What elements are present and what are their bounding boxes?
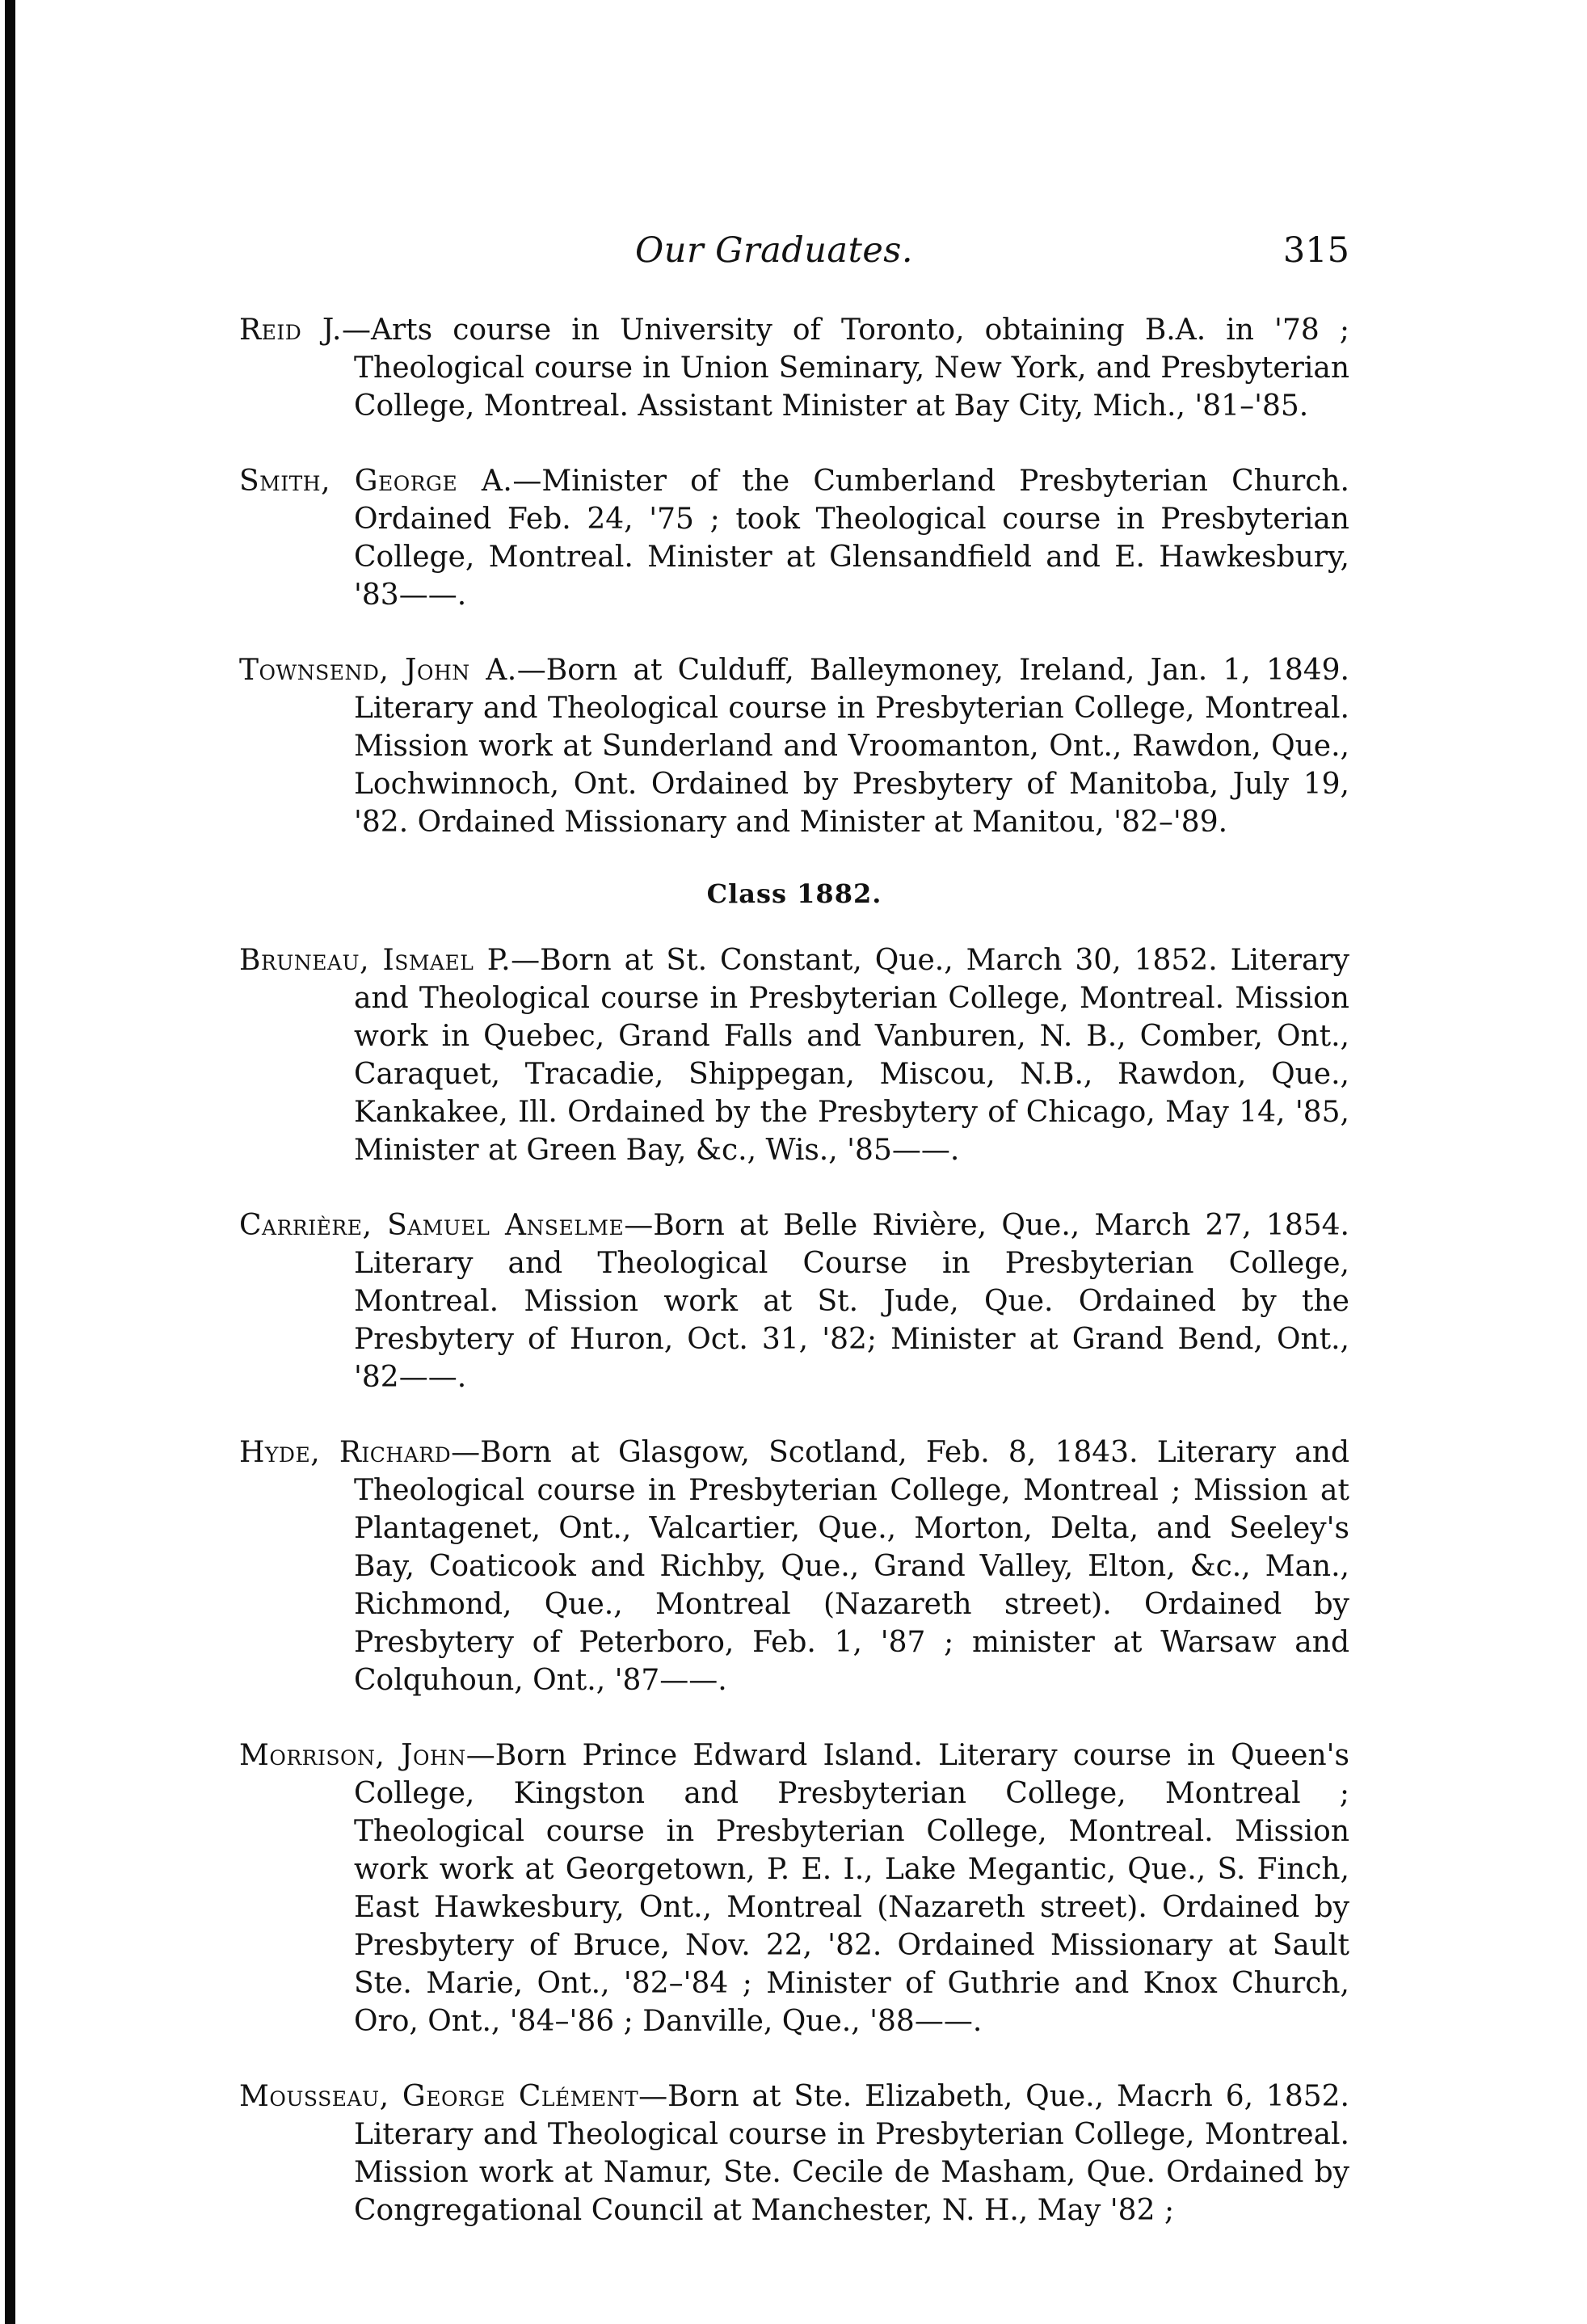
- graduate-name: Mousseau, George Clément: [239, 2080, 639, 2113]
- graduate-biography: —Minister of the Cumberland Presbyterian Church. Ordained Feb. 24, '75 ; took Theological course in Presbyterian College, Montreal. Minister at Glensandfield and E. Hawkesbury, '83——.: [354, 465, 1349, 612]
- graduate-entry-smith: [239, 462, 1349, 614]
- graduate-name: Bruneau, Ismael P.: [239, 944, 511, 977]
- graduate-entry-morrison: [239, 1737, 1349, 2040]
- graduate-biography: —Born at Ste. Elizabeth, Que., Macrh 6, 1852. Literary and Theological course in Presbyterian College, Montreal. Mission work at Namur, Ste. Cecile de Masham, Que. Ordained by Congregational Council at Manchester, N. H., May '82 ;: [354, 2080, 1349, 2227]
- running-head: [239, 230, 1349, 284]
- running-title: Our Graduates.: [635, 230, 914, 271]
- graduate-entry-reid: [239, 311, 1349, 425]
- graduate-entry-mousseau: [239, 2078, 1349, 2229]
- graduate-biography: —Born Prince Edward Island. Literary course in Queen's College, Kingston and Presbyterian College, Montreal ; Theological course in Presbyterian College, Montreal. Mission work work at Georgetown, P. E. I., Lake Megantic, Que., S. Finch, East Hawkesbury, Ont., Montreal (Nazareth street). Ordained by Presbytery of Bruce, Nov. 22, '82. Ordained Missionary at Sault Ste. Marie, Ont., '82–'84 ; Minister of Guthrie and Knox Church, Oro, Ont., '84–'86 ; Danville, Que., '88——.: [354, 1739, 1349, 2038]
- class-heading: Class 1882.: [706, 878, 882, 909]
- graduate-name: Townsend, John A.: [239, 654, 517, 687]
- graduate-name: Hyde, Richard: [239, 1436, 452, 1469]
- graduate-entry-hyde: [239, 1434, 1349, 1699]
- page-number: 315: [1282, 230, 1349, 271]
- page-binding-edge: [5, 0, 15, 2324]
- graduate-entry-carriere: [239, 1206, 1349, 1396]
- book-page: [239, 230, 1349, 2267]
- graduate-entry-townsend: [239, 651, 1349, 841]
- graduate-name: Morrison, John: [239, 1739, 466, 1772]
- graduate-name: Smith, George A.: [239, 465, 513, 498]
- graduate-biography: —Arts course in University of Toronto, obtaining B.A. in '78 ; Theological course in Union Seminary, New York, and Presbyterian College, Montreal. Assistant Minister at Bay City, Mich., '81–'85.: [341, 314, 1349, 423]
- graduate-biography: —Born at St. Constant, Que., March 30, 1852. Literary and Theological course in Presbyterian College, Montreal. Mission work in Quebec, Grand Falls and Vanburen, N. B., Comber, Ont., Caraquet, Tracadie, Shippegan, Miscou, N.B., Rawdon, Que., Kankakee, Ill. Ordained by the Presbytery of Chicago, May 14, '85, Minister at Green Bay, &c., Wis., '85——.: [354, 944, 1349, 1167]
- graduate-entry-bruneau: [239, 941, 1349, 1169]
- graduate-biography: —Born at Glasgow, Scotland, Feb. 8, 1843. Literary and Theological course in Presbyterian College, Montreal ; Mission at Plantagenet, Ont., Valcartier, Que., Morton, Delta, and Seeley's Bay, Coaticook and Richby, Que., Grand Valley, Elton, &c., Man., Richmond, Que., Montreal (Nazareth street). Ordained by Presbytery of Peterboro, Feb. 1, '87 ; minister at Warsaw and Colquhoun, Ont., '87——.: [354, 1436, 1350, 1697]
- graduate-name: Reid J.: [239, 314, 342, 347]
- graduate-name: Carrière, Samuel Anselme: [239, 1209, 625, 1242]
- graduate-biography: —Born at Belle Rivière, Que., March 27, 1854. Literary and Theological Course in Presbyterian College, Montreal. Mission work at St. Jude, Que. Ordained by the Presbytery of Huron, Oct. 31, '82; Minister at Grand Bend, Ont., '82——.: [354, 1209, 1349, 1394]
- graduate-biography: —Born at Culduff, Balleymoney, Ireland, Jan. 1, 1849. Literary and Theological course in Presbyterian College, Montreal. Mission work at Sunderland and Vroomanton, Ont., Rawdon, Que., Lochwinnoch, Ont. Ordained by Presbytery of Manitoba, July 19, '82. Ordained Missionary and Minister at Manitou, '82–'89.: [354, 654, 1350, 839]
